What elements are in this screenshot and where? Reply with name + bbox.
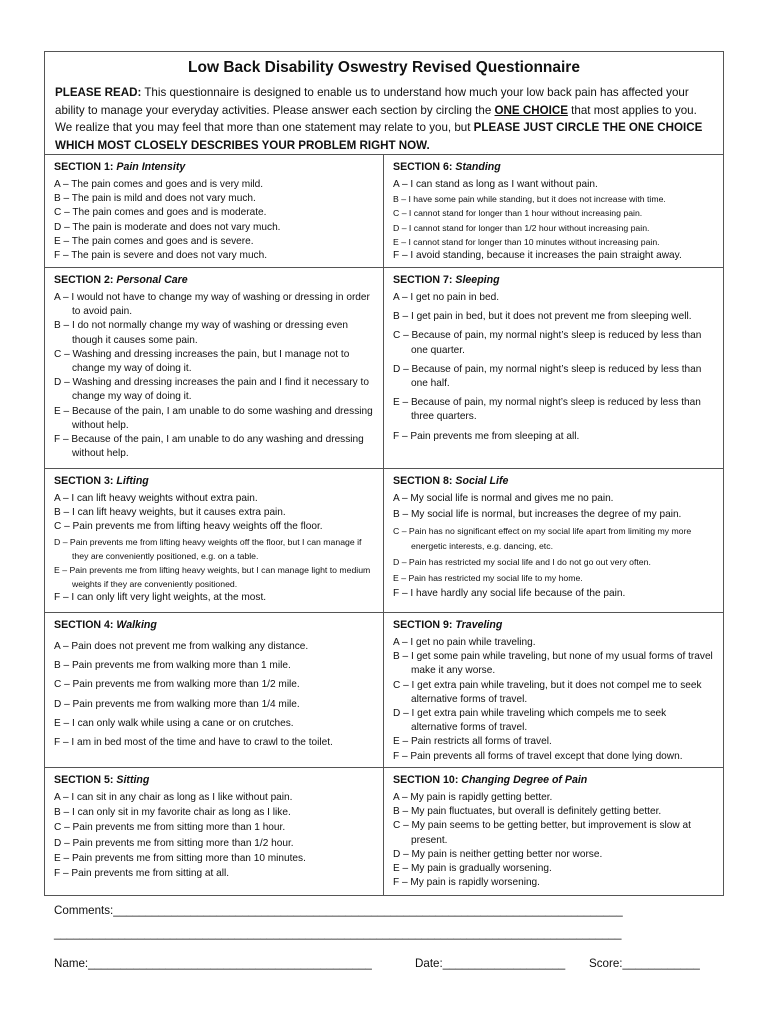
option-b[interactable]: B – I get pain in bed, but it does not prevent me from sleeping well.: [393, 311, 692, 323]
section-10: [384, 768, 723, 895]
option-a[interactable]: A – I would not have to change my way of washing or dressing in order to avoid pain.: [54, 292, 370, 318]
option-f[interactable]: F – I can only lift very light weights, at the most.: [54, 592, 267, 604]
section-title: [54, 274, 375, 286]
option-c[interactable]: C – I get extra pain while traveling, but it does not compel me to seek alternative forms of travel.: [393, 679, 702, 705]
option-d[interactable]: D – Pain prevents me from sitting more than 1/2 hour.: [54, 837, 294, 849]
option-f[interactable]: F – Because of the pain, I am unable to do any washing and dressing without help.: [54, 434, 364, 460]
section-name: Walking: [116, 619, 157, 631]
option-d[interactable]: D – I cannot stand for longer than 1/2 hour without increasing pain.: [393, 222, 650, 233]
option-c[interactable]: C – Because of pain, my normal night’s sleep is reduced by less than one quarter.: [393, 330, 702, 356]
section-name: Traveling: [455, 619, 503, 631]
section-3: [45, 469, 384, 612]
option-e[interactable]: E – Pain restricts all forms of travel.: [393, 736, 552, 748]
section-number: SECTION 2:: [54, 274, 117, 286]
option-b[interactable]: B – I can only sit in my favorite chair as long as I like.: [54, 807, 291, 819]
option-c[interactable]: C – Pain has no significant effect on my social life apart from limiting my more energetic interests, e.g. dancing, etc.: [393, 526, 692, 551]
score-field[interactable]: Score:____________: [589, 957, 700, 970]
section-name: Sitting: [116, 774, 150, 786]
section-number: SECTION 5:: [54, 774, 117, 786]
option-f[interactable]: F – I have hardly any social life because of the pain.: [393, 588, 626, 600]
section-1: [45, 155, 384, 267]
option-d[interactable]: D – The pain is moderate and does not vary much.: [54, 221, 281, 233]
section-5: [45, 768, 384, 895]
option-d[interactable]: D – Washing and dressing increases the pain and I find it necessary to change my way of doing it.: [54, 377, 369, 403]
option-b[interactable]: B – My pain fluctuates, but overall is definitely getting better.: [393, 806, 662, 818]
option-e[interactable]: E – I can only walk while using a cane or on crutches.: [54, 717, 294, 729]
section-title: [54, 161, 375, 173]
option-b[interactable]: B – I can lift heavy weights, but it causes extra pain.: [54, 507, 286, 519]
section-number: SECTION 8:: [393, 475, 456, 487]
option-e[interactable]: E – Pain has restricted my social life to my home.: [393, 573, 583, 584]
instructions: [55, 84, 713, 154]
option-a[interactable]: A – My pain is rapidly getting better.: [393, 792, 553, 803]
section-title: [393, 475, 715, 487]
section-4: [45, 613, 384, 767]
option-c[interactable]: C – Pain prevents me from sitting more than 1 hour.: [54, 822, 286, 834]
option-a[interactable]: A – I get no pain in bed.: [393, 292, 500, 303]
option-d[interactable]: D – I get extra pain while traveling which compels me to seek alternative forms of travel.: [393, 708, 667, 734]
section-title: [393, 619, 715, 631]
option-a[interactable]: A – The pain comes and goes and is very mild.: [54, 179, 264, 190]
section-title: [54, 619, 375, 631]
option-b[interactable]: B – Pain prevents me from walking more than 1 mile.: [54, 660, 291, 672]
option-e[interactable]: E – The pain comes and goes and is severe.: [54, 235, 254, 247]
name-field[interactable]: Name:____________________________________________: [54, 957, 372, 970]
option-f[interactable]: F – Pain prevents me from sitting at all.: [54, 868, 230, 880]
option-d[interactable]: D – Pain has restricted my social life and I do not go out very often.: [393, 556, 651, 567]
page-title: Low Back Disability Oswestry Revised Questionnaire: [188, 59, 580, 76]
date-field[interactable]: Date:___________________: [415, 957, 566, 970]
section-row-5: [45, 768, 723, 895]
section-9: [384, 613, 723, 767]
one-choice-emphasis: ONE CHOICE: [494, 103, 568, 117]
section-name: Changing Degree of Pain: [461, 774, 588, 786]
section-row-1: [45, 155, 723, 268]
option-d[interactable]: D – My pain is neither getting better nor worse.: [393, 848, 603, 860]
section-row-3: [45, 469, 723, 613]
option-e[interactable]: E – My pain is gradually worsening.: [393, 863, 552, 875]
instructions-text-2: that most applies to you. We realize that you may feel that more than one statement may relate to you, but: [55, 103, 697, 134]
option-a[interactable]: A – Pain does not prevent me from walking any distance.: [54, 641, 309, 652]
section-2: [45, 268, 384, 468]
option-a[interactable]: A – I can stand as long as I want without pain.: [393, 179, 598, 190]
option-e[interactable]: E – Because of the pain, I am unable to do some washing and dressing without help.: [54, 405, 373, 431]
option-c[interactable]: C – Washing and dressing increases the pain, but I manage not to change my way of doing it.: [54, 348, 350, 375]
section-title: [393, 774, 715, 786]
section-name: Social Life: [455, 475, 509, 487]
questionnaire-form: [44, 51, 724, 896]
section-row-4: [45, 613, 723, 768]
option-b[interactable]: B – I have some pain while standing, but it does not increase with time.: [393, 194, 666, 205]
option-f[interactable]: F – I avoid standing, because it increases the pain straight away.: [393, 250, 682, 262]
section-number: SECTION 3:: [54, 475, 117, 487]
option-f[interactable]: F – The pain is severe and does not vary much.: [54, 250, 268, 262]
option-b[interactable]: B – The pain is mild and does not vary much.: [54, 193, 256, 205]
option-a[interactable]: A – I can lift heavy weights without extra pain.: [54, 493, 258, 504]
option-f[interactable]: F – I am in bed most of the time and have to crawl to the toilet.: [54, 737, 333, 749]
option-b[interactable]: B – I get some pain while traveling, but none of my usual forms of travel make it any worse.: [393, 651, 713, 677]
section-name: Sleeping: [455, 274, 500, 286]
option-e[interactable]: E – Pain prevents me from lifting heavy weights, but I can manage light to medium weights if they are conveniently positioned.: [54, 565, 371, 590]
section-number: SECTION 9:: [393, 619, 456, 631]
section-number: SECTION 4:: [54, 619, 117, 631]
instructions-text-1: This questionnaire is designed to enable us to understand how much your low back pain has affected your ability to manage your everyday activities. Please answer each section by circling the: [55, 86, 689, 117]
section-title: [54, 475, 375, 487]
option-d[interactable]: D – Pain prevents me from walking more than 1/4 mile.: [54, 698, 300, 710]
section-7: [384, 268, 723, 468]
form-header: [45, 52, 723, 155]
option-c[interactable]: C – Pain prevents me from lifting heavy weights off the floor.: [54, 521, 323, 533]
comments-field[interactable]: Comments:_______________________________________________________________________________: [54, 904, 623, 917]
option-d[interactable]: D – Pain prevents me from lifting heavy weights off the floor, but I can manage if they are conveniently positioned, e.g. on a table.: [54, 536, 362, 561]
option-f[interactable]: F – Pain prevents all forms of travel except that done lying down.: [393, 750, 683, 762]
section-8: [384, 469, 723, 612]
comments-field-line-2[interactable]: ________________________________________________________________________________________: [54, 927, 622, 940]
section-title: [393, 274, 715, 286]
section-name: Standing: [455, 161, 501, 173]
section-title: [393, 161, 715, 173]
option-c[interactable]: C – I cannot stand for longer than 1 hour without increasing pain.: [393, 208, 643, 219]
section-6: [384, 155, 723, 267]
option-a[interactable]: A – I get no pain while traveling.: [393, 637, 536, 648]
option-e[interactable]: E – I cannot stand for longer than 10 minutes without increasing pain.: [393, 236, 660, 247]
section-number: SECTION 10:: [393, 774, 462, 786]
section-name: Lifting: [116, 475, 149, 487]
option-f[interactable]: F – Pain prevents me from sleeping at all.: [393, 430, 580, 442]
option-a[interactable]: A – My social life is normal and gives me no pain.: [393, 493, 614, 504]
section-name: Personal Care: [116, 274, 188, 286]
option-e[interactable]: E – Pain prevents me from sitting more than 10 minutes.: [54, 852, 306, 864]
option-c[interactable]: C – Pain prevents me from walking more than 1/2 mile.: [54, 679, 300, 691]
section-number: SECTION 7:: [393, 274, 456, 286]
option-b[interactable]: B – My social life is normal, but increases the degree of my pain.: [393, 509, 682, 521]
please-read-label: PLEASE READ:: [55, 86, 142, 99]
section-number: SECTION 6:: [393, 161, 456, 173]
section-row-2: [45, 268, 723, 469]
option-e[interactable]: E – Because of pain, my normal night’s sleep is reduced by less than three quarters.: [393, 397, 701, 423]
option-d[interactable]: D – Because of pain, my normal night’s sleep is reduced by less than one half.: [393, 363, 702, 390]
option-c[interactable]: C – The pain comes and goes and is moderate.: [54, 207, 267, 219]
option-b[interactable]: B – I do not normally change my way of washing or dressing even though it causes some pain.: [54, 320, 348, 346]
option-f[interactable]: F – My pain is rapidly worsening.: [393, 877, 540, 889]
section-number: SECTION 1:: [54, 161, 117, 173]
option-a[interactable]: A – I can sit in any chair as long as I like without pain.: [54, 792, 293, 803]
section-name: Pain Intensity: [116, 161, 186, 173]
section-title: [54, 774, 375, 786]
option-c[interactable]: C – My pain seems to be getting better, but improvement is slow at present.: [393, 820, 691, 846]
instructions-emphasis: PLEASE JUST CIRCLE THE ONE CHOICE WHICH MOST CLOSELY DESCRIBES YOUR PROBLEM RIGHT NOW.: [55, 121, 703, 152]
